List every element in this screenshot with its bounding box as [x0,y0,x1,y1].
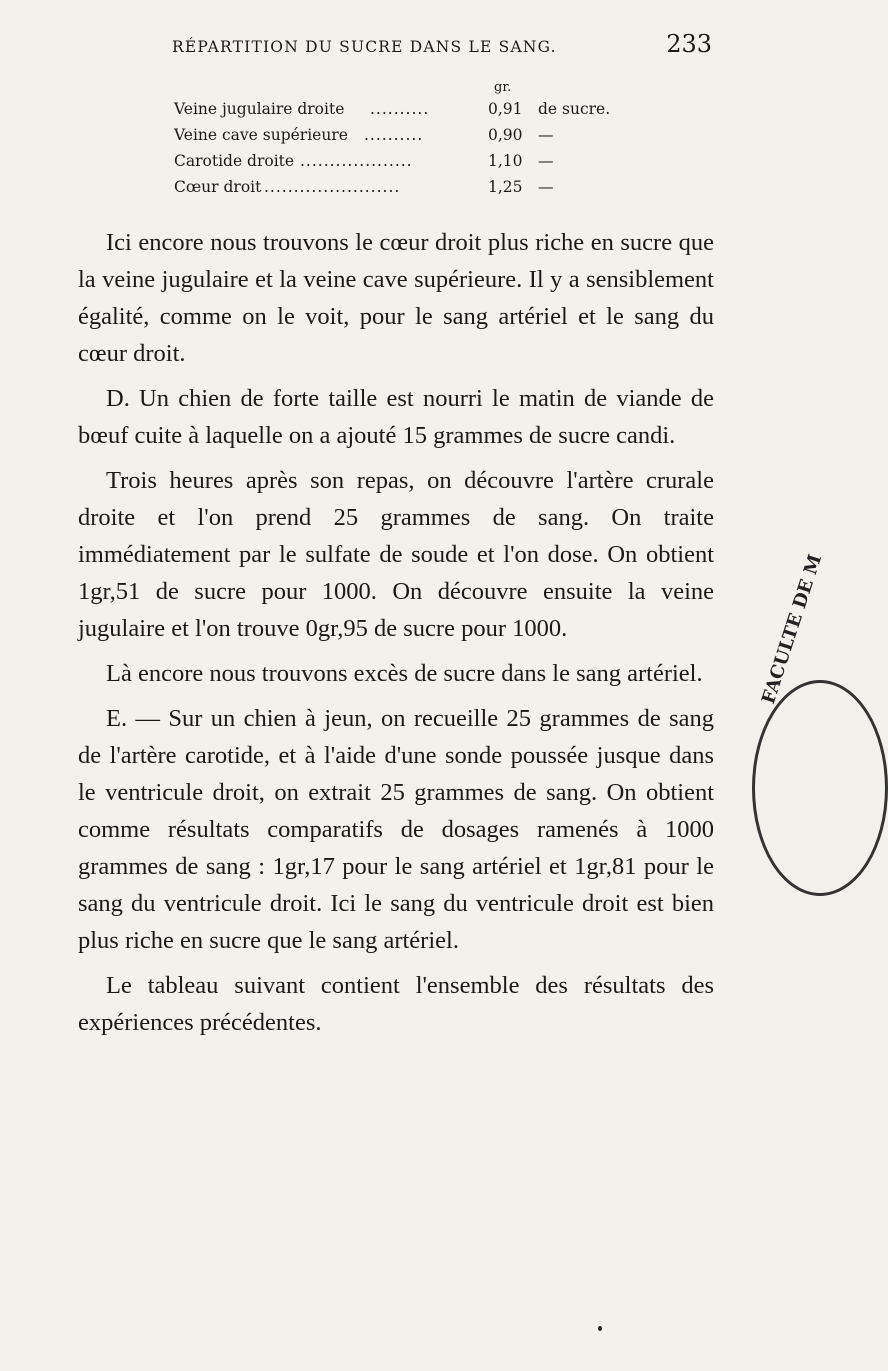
page-number: 233 [666,30,712,58]
library-stamp-text: FACULTE DE M [758,551,827,707]
ink-speck [598,1326,602,1331]
paragraph: Ici encore nous trouvons le cœur droit plus riche en sucre que la veine jugulaire et la veine cave supérieure. Il y a sensiblement égalité, comme on le voit, pour le sang artériel et le sang du cœur droit. [78,229,714,367]
paragraph: E. — Sur un chien à jeun, on recueille 25 grammes de sang de l'artère carotide, et à l'aide d'une sonde poussée jusque dans le ventricule droit, on extrait 25 grammes de sang. On obtient comme résultats comparatifs de dosages ramenés à 1000 grammes de sang : 1gr,17 pour le sang artériel et 1gr,81 pour le sang du ventricule droit. Ici le sang du ventricule droit est bien plus riche en sucre que le sang artériel. [78,705,714,954]
unit-header: gr. [494,80,512,95]
table-row [174,126,614,152]
row-leader-dots: .......... [370,100,430,118]
row-label: Veine jugulaire droite [174,100,345,118]
row-suffix: — [538,152,554,170]
row-suffix: — [538,126,554,144]
row-value: 1,25 [488,178,523,196]
row-value: 1,10 [488,152,523,170]
library-stamp [752,680,888,896]
row-suffix: de sucre. [538,100,611,118]
paragraph: Le tableau suivant contient l'ensemble des résultats des expériences précédentes. [78,972,714,1036]
row-value: 0,91 [488,100,523,118]
running-title: RÉPARTITION DU SUCRE DANS LE SANG. [172,38,557,56]
paragraph: D. Un chien de forte taille est nourri le matin de viande de bœuf cuite à laquelle on a ajouté 15 grammes de sucre candi. [78,385,714,449]
sugar-measurements-table [174,100,614,204]
body-text [78,224,714,1049]
row-leader-dots: ................... [300,152,413,170]
row-leader-dots: ....................... [264,178,401,196]
table-row [174,100,614,126]
row-suffix: — [538,178,554,196]
table-row [174,178,614,204]
row-label: Cœur droit [174,178,262,196]
table-row [174,152,614,178]
row-label: Veine cave supérieure [174,126,348,144]
row-value: 0,90 [488,126,523,144]
row-label: Carotide droite [174,152,295,170]
page-header [172,30,712,64]
paragraph: Là encore nous trouvons excès de sucre dans le sang artériel. [106,660,703,687]
paragraph: Trois heures après son repas, on découvre l'artère crurale droite et l'on prend 25 grammes de sang. On traite immédiatement par le sulfate de soude et l'on dose. On obtient 1gr,51 de sucre pour 1000. On découvre ensuite la veine jugulaire et l'on trouve 0gr,95 de sucre pour 1000. [78,467,714,642]
row-leader-dots: .......... [364,126,424,144]
